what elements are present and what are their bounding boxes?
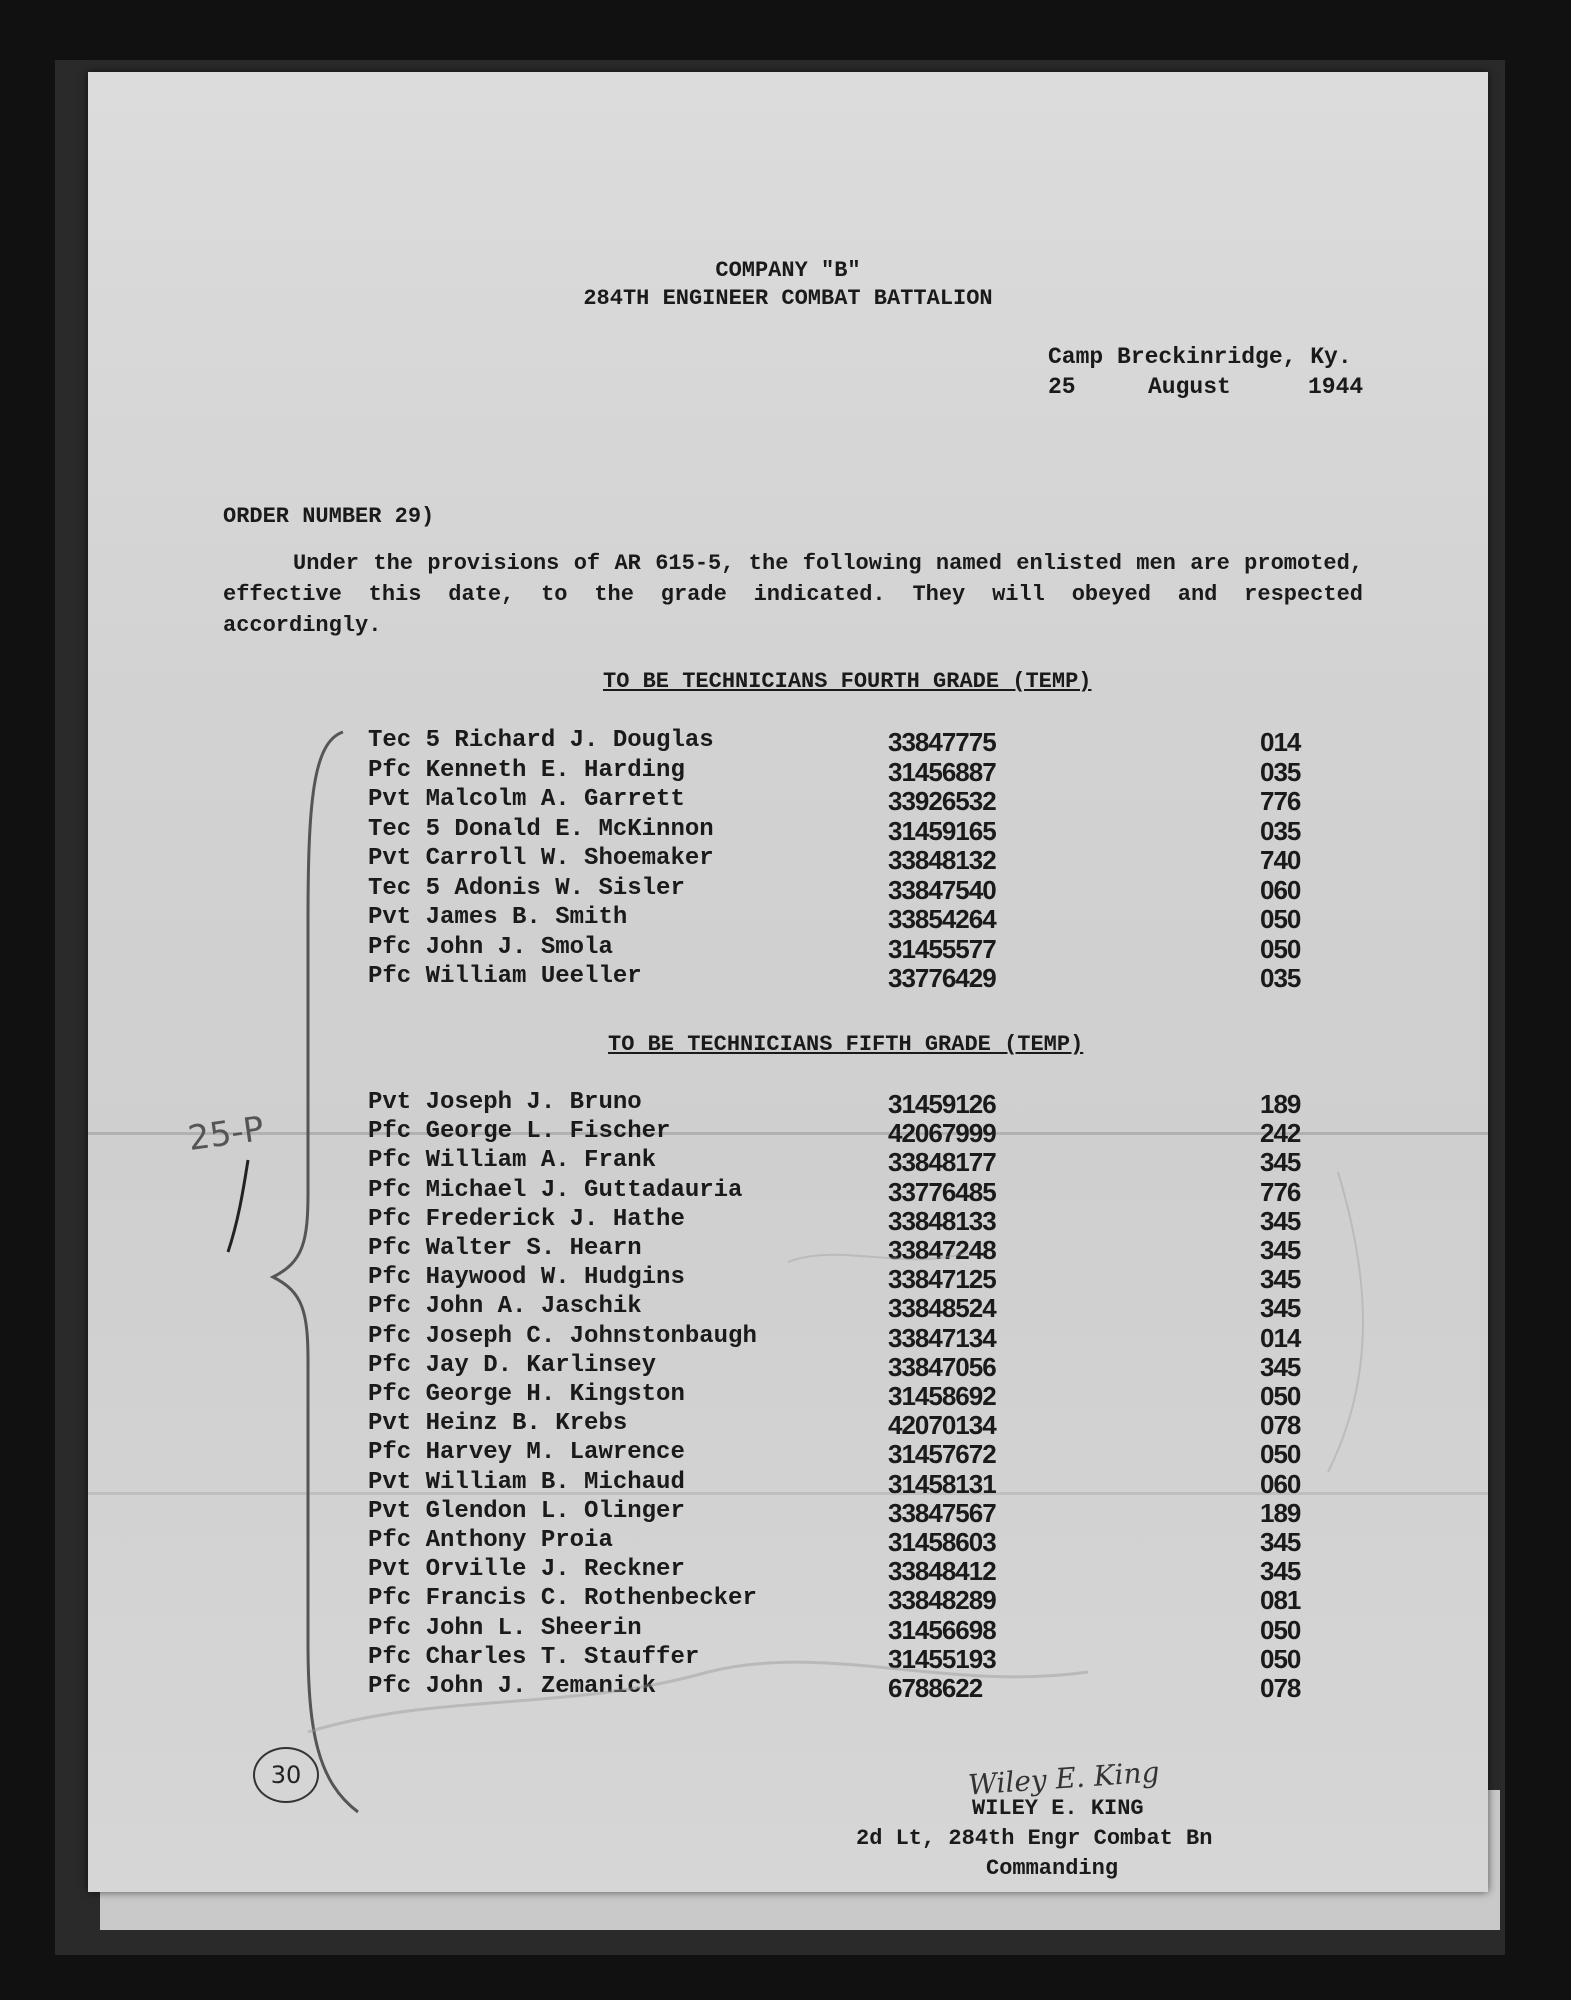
serial-number: 33848412	[888, 1556, 996, 1587]
soldier-name: Pfc William A. Frank	[368, 1147, 657, 1175]
serial-number: 42067999	[888, 1118, 996, 1149]
serial-number: 33926532	[888, 786, 996, 816]
serial-number: 33847056	[888, 1351, 996, 1382]
mos-code: 050	[1260, 1439, 1301, 1470]
soldier-name: Tec 5 Richard J. Douglas	[368, 727, 714, 754]
soldier-name: Pfc Anthony Proia	[368, 1527, 613, 1554]
serial-number: 33847134	[888, 1322, 996, 1353]
signatory-role: Commanding	[986, 1856, 1119, 1881]
mos-code: 035	[1260, 756, 1301, 787]
soldier-name: Pfc John J. Zemanick	[368, 1673, 657, 1700]
mos-code: 014	[1260, 1322, 1301, 1353]
mos-code: 740	[1260, 845, 1301, 875]
soldier-name: Pfc John L. Sheerin	[368, 1614, 642, 1642]
mos-code: 776	[1260, 1176, 1301, 1207]
serial-number: 31458692	[888, 1381, 996, 1411]
signatory-name: WILEY E. KING	[972, 1796, 1144, 1821]
mos-code: 345	[1260, 1205, 1301, 1236]
serial-number: 31456887	[888, 756, 996, 787]
serial-number: 6788622	[888, 1673, 983, 1703]
mos-code: 189	[1260, 1089, 1301, 1119]
margin-tick-mark	[208, 1152, 268, 1262]
order-paragraph: Under the provisions of AR 615-5, the following named enlisted men are promoted, effective this date, to the grade indicated. They will obeyed and respected accordingly.	[223, 551, 1363, 638]
mos-code: 035	[1260, 963, 1301, 993]
battalion-heading: 284TH ENGINEER COMBAT BATTALION	[583, 286, 993, 311]
mos-code: 078	[1260, 1410, 1301, 1441]
soldier-name: Pvt Orville J. Reckner	[368, 1556, 685, 1584]
mos-code: 050	[1260, 1643, 1301, 1674]
mos-code: 035	[1260, 815, 1301, 846]
serial-number: 31455577	[888, 933, 996, 964]
mos-code: 776	[1260, 786, 1301, 816]
section-fifth-grade-title: TO BE TECHNICIANS FIFTH GRADE (TEMP)	[608, 1032, 1084, 1057]
mos-code: 345	[1260, 1147, 1301, 1178]
serial-number: 33848132	[888, 845, 996, 875]
mos-code: 078	[1260, 1673, 1301, 1703]
mos-code: 050	[1260, 1381, 1301, 1411]
soldier-name: Pfc Joseph C. Johnstonbaugh	[368, 1322, 757, 1350]
serial-number: 33847775	[888, 727, 996, 757]
soldier-name: Pfc Michael J. Guttadauria	[368, 1176, 743, 1204]
mos-code: 081	[1260, 1585, 1301, 1616]
serial-number: 33848524	[888, 1293, 996, 1324]
order-number: ORDER NUMBER 29)	[223, 504, 435, 529]
serial-number: 42070134	[888, 1410, 996, 1441]
signatory-rank: 2d Lt, 284th Engr Combat Bn	[856, 1826, 1213, 1851]
serial-number: 33847248	[888, 1235, 996, 1265]
soldier-name: Pfc Frederick J. Hathe	[368, 1205, 685, 1233]
soldier-name: Pfc John A. Jaschik	[368, 1293, 642, 1321]
soldier-name: Pfc George L. Fischer	[368, 1118, 671, 1146]
serial-number: 31457672	[888, 1439, 996, 1470]
soldier-name: Pfc Kenneth E. Harding	[368, 756, 685, 784]
serial-number: 33848289	[888, 1585, 996, 1616]
serial-number: 33854264	[888, 904, 996, 934]
serial-number: 33848133	[888, 1205, 996, 1236]
mos-code: 345	[1260, 1351, 1301, 1382]
date-month: August	[1148, 374, 1231, 400]
soldier-name: Pvt Joseph J. Bruno	[368, 1089, 642, 1116]
soldier-name: Pfc William Ueeller	[368, 963, 642, 990]
serial-number: 31459126	[888, 1089, 996, 1119]
soldier-name: Tec 5 Donald E. McKinnon	[368, 815, 714, 843]
serial-number: 31458131	[888, 1468, 996, 1499]
mos-code: 014	[1260, 727, 1301, 757]
soldier-name: Tec 5 Adonis W. Sisler	[368, 874, 685, 902]
mos-code: 050	[1260, 933, 1301, 964]
mos-code: 050	[1260, 904, 1301, 934]
date-year: 1944	[1308, 374, 1364, 400]
mos-code: 345	[1260, 1556, 1301, 1587]
soldier-name: Pfc Charles T. Stauffer	[368, 1643, 700, 1671]
handwritten-signature: Wiley E. King	[967, 1755, 1161, 1802]
mos-code: 060	[1260, 1468, 1301, 1499]
soldier-name: Pfc Haywood W. Hudgins	[368, 1264, 685, 1292]
serial-number: 33848177	[888, 1147, 996, 1178]
mos-code: 345	[1260, 1293, 1301, 1324]
faint-pencil-marks	[188, 1172, 1488, 1822]
serial-number: 33847125	[888, 1264, 996, 1295]
serial-number: 33847567	[888, 1497, 996, 1528]
mos-code: 242	[1260, 1118, 1301, 1149]
circled-page-number: 30	[253, 1747, 319, 1803]
soldier-name: Pvt Malcolm A. Garrett	[368, 786, 685, 813]
mos-code: 345	[1260, 1235, 1301, 1265]
serial-number: 33776485	[888, 1176, 996, 1207]
margin-note: 25-P	[185, 1108, 267, 1160]
location-place: Camp Breckinridge, Ky.	[1048, 344, 1352, 370]
mos-code: 060	[1260, 874, 1301, 905]
soldier-name: Pfc John J. Smola	[368, 933, 613, 961]
serial-number: 31456698	[888, 1614, 996, 1645]
soldier-name: Pfc Jay D. Karlinsey	[368, 1351, 657, 1379]
serial-number: 31459165	[888, 815, 996, 846]
soldier-name: Pfc Francis C. Rothenbecker	[368, 1585, 757, 1613]
soldier-name: Pvt Glendon L. Olinger	[368, 1497, 685, 1525]
document-page	[88, 72, 1488, 1892]
section-fourth-grade-title: TO BE TECHNICIANS FOURTH GRADE (TEMP)	[603, 669, 1092, 694]
soldier-name: Pfc George H. Kingston	[368, 1381, 685, 1408]
mos-code: 345	[1260, 1527, 1301, 1557]
date-day: 25	[1048, 374, 1076, 400]
soldier-name: Pfc Harvey M. Lawrence	[368, 1439, 685, 1467]
company-heading: COMPANY "B"	[715, 258, 861, 283]
soldier-name: Pvt Heinz B. Krebs	[368, 1410, 628, 1438]
serial-number: 31458603	[888, 1527, 996, 1557]
serial-number: 33847540	[888, 874, 996, 905]
mos-code: 345	[1260, 1264, 1301, 1295]
serial-number: 31455193	[888, 1643, 996, 1674]
soldier-name: Pvt Carroll W. Shoemaker	[368, 845, 714, 872]
soldier-name: Pfc Walter S. Hearn	[368, 1235, 642, 1262]
soldier-name: Pvt William B. Michaud	[368, 1468, 685, 1496]
mos-code: 189	[1260, 1497, 1301, 1528]
mos-code: 050	[1260, 1614, 1301, 1645]
serial-number: 33776429	[888, 963, 996, 993]
soldier-name: Pvt James B. Smith	[368, 904, 628, 931]
